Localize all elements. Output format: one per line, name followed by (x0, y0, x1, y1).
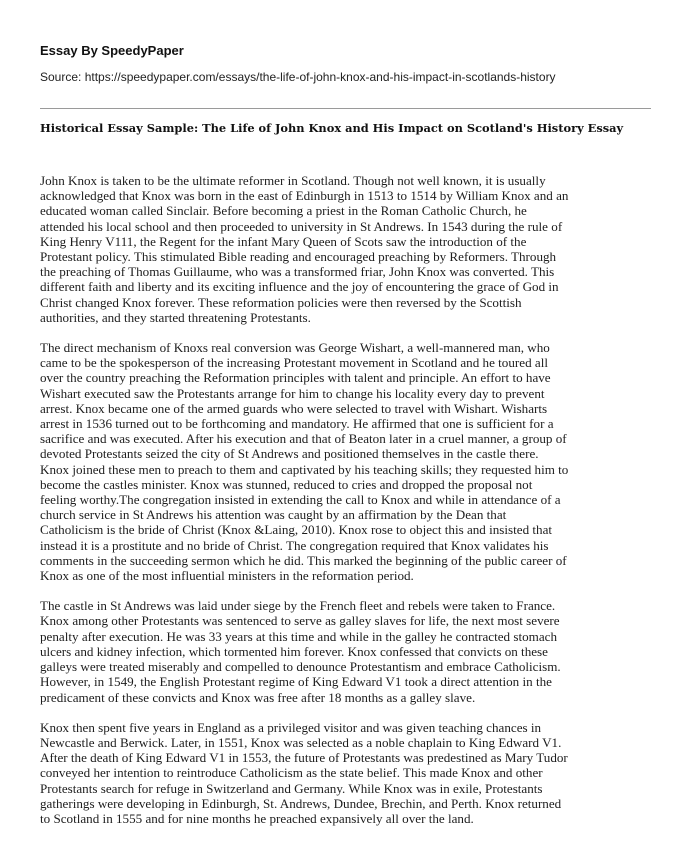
text-line: Protestants search for refuge in Switzerland and Germany. While Knox was in exile, Protestants (40, 780, 543, 796)
text-line: predicament of these convicts and Knox was free after 18 months as a galley slave. (40, 689, 476, 705)
paragraph (40, 598, 656, 704)
text-line: gatherings were developing in Edinburgh, St. Andrews, Dundee, Brechin, and Perth. Knox returned (40, 795, 562, 811)
text-line: ulcers and kidney infection, which tormented him forever. Knox confessed that convicts on these (40, 643, 548, 659)
paragraph (40, 720, 656, 826)
text-line: However, in 1549, the English Protestant regime of King Edward V1 took a direct attention in the (40, 674, 552, 690)
text-line: Protestant policy. This stimulated Bible reading and encouraged preaching by Reformers. Through (40, 249, 557, 265)
brand-heading: Essay By SpeedyPaper (40, 43, 184, 58)
paragraph (40, 173, 656, 325)
text-line: Knox then spent five years in England as a privileged visitor and was given teaching chances in (40, 719, 542, 735)
text-line: came to be the spokesperson of the increasing Protestant movement in Scotland and he toured all (40, 355, 548, 371)
source-line: Source: https://speedypaper.com/essays/the-life-of-john-knox-and-his-impact-in-scotlands-history (40, 70, 556, 84)
text-line: attended his local school and then proceeded to university in St Andrews. In 1543 during the rule of (40, 218, 563, 234)
divider (40, 108, 651, 109)
text-line: Newcastle and Berwick. Later, in 1551, Knox was selected as a noble chaplain to King Edward V1. (40, 734, 562, 750)
text-line: arrest. Knox became one of the armed guards who were selected to travel with Wishart. Wisharts (40, 400, 548, 416)
text-line: instead it is a prostitute and no bride of Christ. The congregation required that Knox validates his (40, 537, 549, 553)
text-line: Christ changed Knox forever. These reformation policies were then reversed by the Scottish (40, 294, 522, 310)
text-line: comments in the succeeding sermon which he did. This marked the beginning of the public career of (40, 552, 567, 568)
text-line: the preaching of Thomas Guillaume, who was a transformed friar, John Knox was converted. This (40, 264, 555, 280)
text-line: over the country preaching the Reformation principles with talent and principle. An effort to have (40, 370, 551, 386)
text-line: John Knox is taken to be the ultimate reformer in Scotland. Though not well known, it is usually (40, 173, 546, 188)
text-line: arrest in 1536 turned out to be forthcoming and mandatory. He affirmed that one is sufficient for a (40, 416, 554, 432)
text-line: feeling worthy.The congregation insisted in extending the call to Knox and while in attendance of a (40, 492, 561, 508)
text-line: Knox joined these men to preach to them and captivated by his teaching skills; they requested him to (40, 461, 569, 477)
text-line: The castle in St Andrews was laid under siege by the French fleet and rebels were taken to France. (40, 598, 556, 614)
essay-body (40, 173, 656, 841)
text-line: Wishart executed saw the Protestants arrange for him to change his locality every day to prevent (40, 385, 545, 401)
text-line: The direct mechanism of Knoxs real conversion was George Wishart, a well-mannered man, who (40, 340, 550, 356)
text-line: acknowledged that Knox was born in the east of Edinburgh in 1513 to 1514 by William Knox and an (40, 188, 569, 204)
text-line: to Scotland in 1555 and for nine months he preached expansively all over the land. (40, 810, 474, 826)
essay-title: Historical Essay Sample: The Life of John Knox and His Impact on Scotland's History Essay (40, 121, 624, 135)
text-line: penalty after execution. He was 33 years at this time and while in the galley he contracted stomach (40, 628, 558, 644)
text-line: devoted Protestants seized the city of St Andrews and positioned themselves in the castle there. (40, 446, 539, 462)
text-line: become the castles minister. Knox was stunned, reduced to cries and dropped the proposal not (40, 476, 533, 492)
text-line: Knox among other Protestants was sentenced to serve as galley slaves for life, the next most severe (40, 613, 560, 629)
text-line: galleys were treated miserably and compelled to denounce Protestantism and embrace Catholicism. (40, 659, 561, 675)
text-line: conveyed her intention to reintroduce Catholicism as the state belief. This made Knox and other (40, 765, 543, 781)
text-line: Catholicism is the bride of Christ (Knox &Laing, 2010). Knox rose to object this and insisted that (40, 522, 553, 538)
text-line: After the death of King Edward V1 in 1553, the future of Protestants was predestined as Mary Tudor (40, 750, 568, 766)
text-line: sacrifice and was executed. After his execution and that of Beaton later in a cruel manner, a group of (40, 431, 567, 447)
text-line: educated woman called Sinclair. Before becoming a priest in the Roman Catholic Church, he (40, 203, 527, 219)
paragraph (40, 340, 656, 583)
text-line: Knox as one of the most influential ministers in the reformation period. (40, 568, 414, 584)
text-line: King Henry V111, the Regent for the infant Mary Queen of Scots saw the introduction of the (40, 233, 527, 249)
text-line: authorities, and they started threatening Protestants. (40, 309, 311, 325)
text-line: different faith and liberty and its exciting influence and the joy of encountering the grace of God in (40, 279, 559, 295)
text-line: church service in St Andrews his attention was caught by an affirmation by the Dean that (40, 507, 507, 523)
